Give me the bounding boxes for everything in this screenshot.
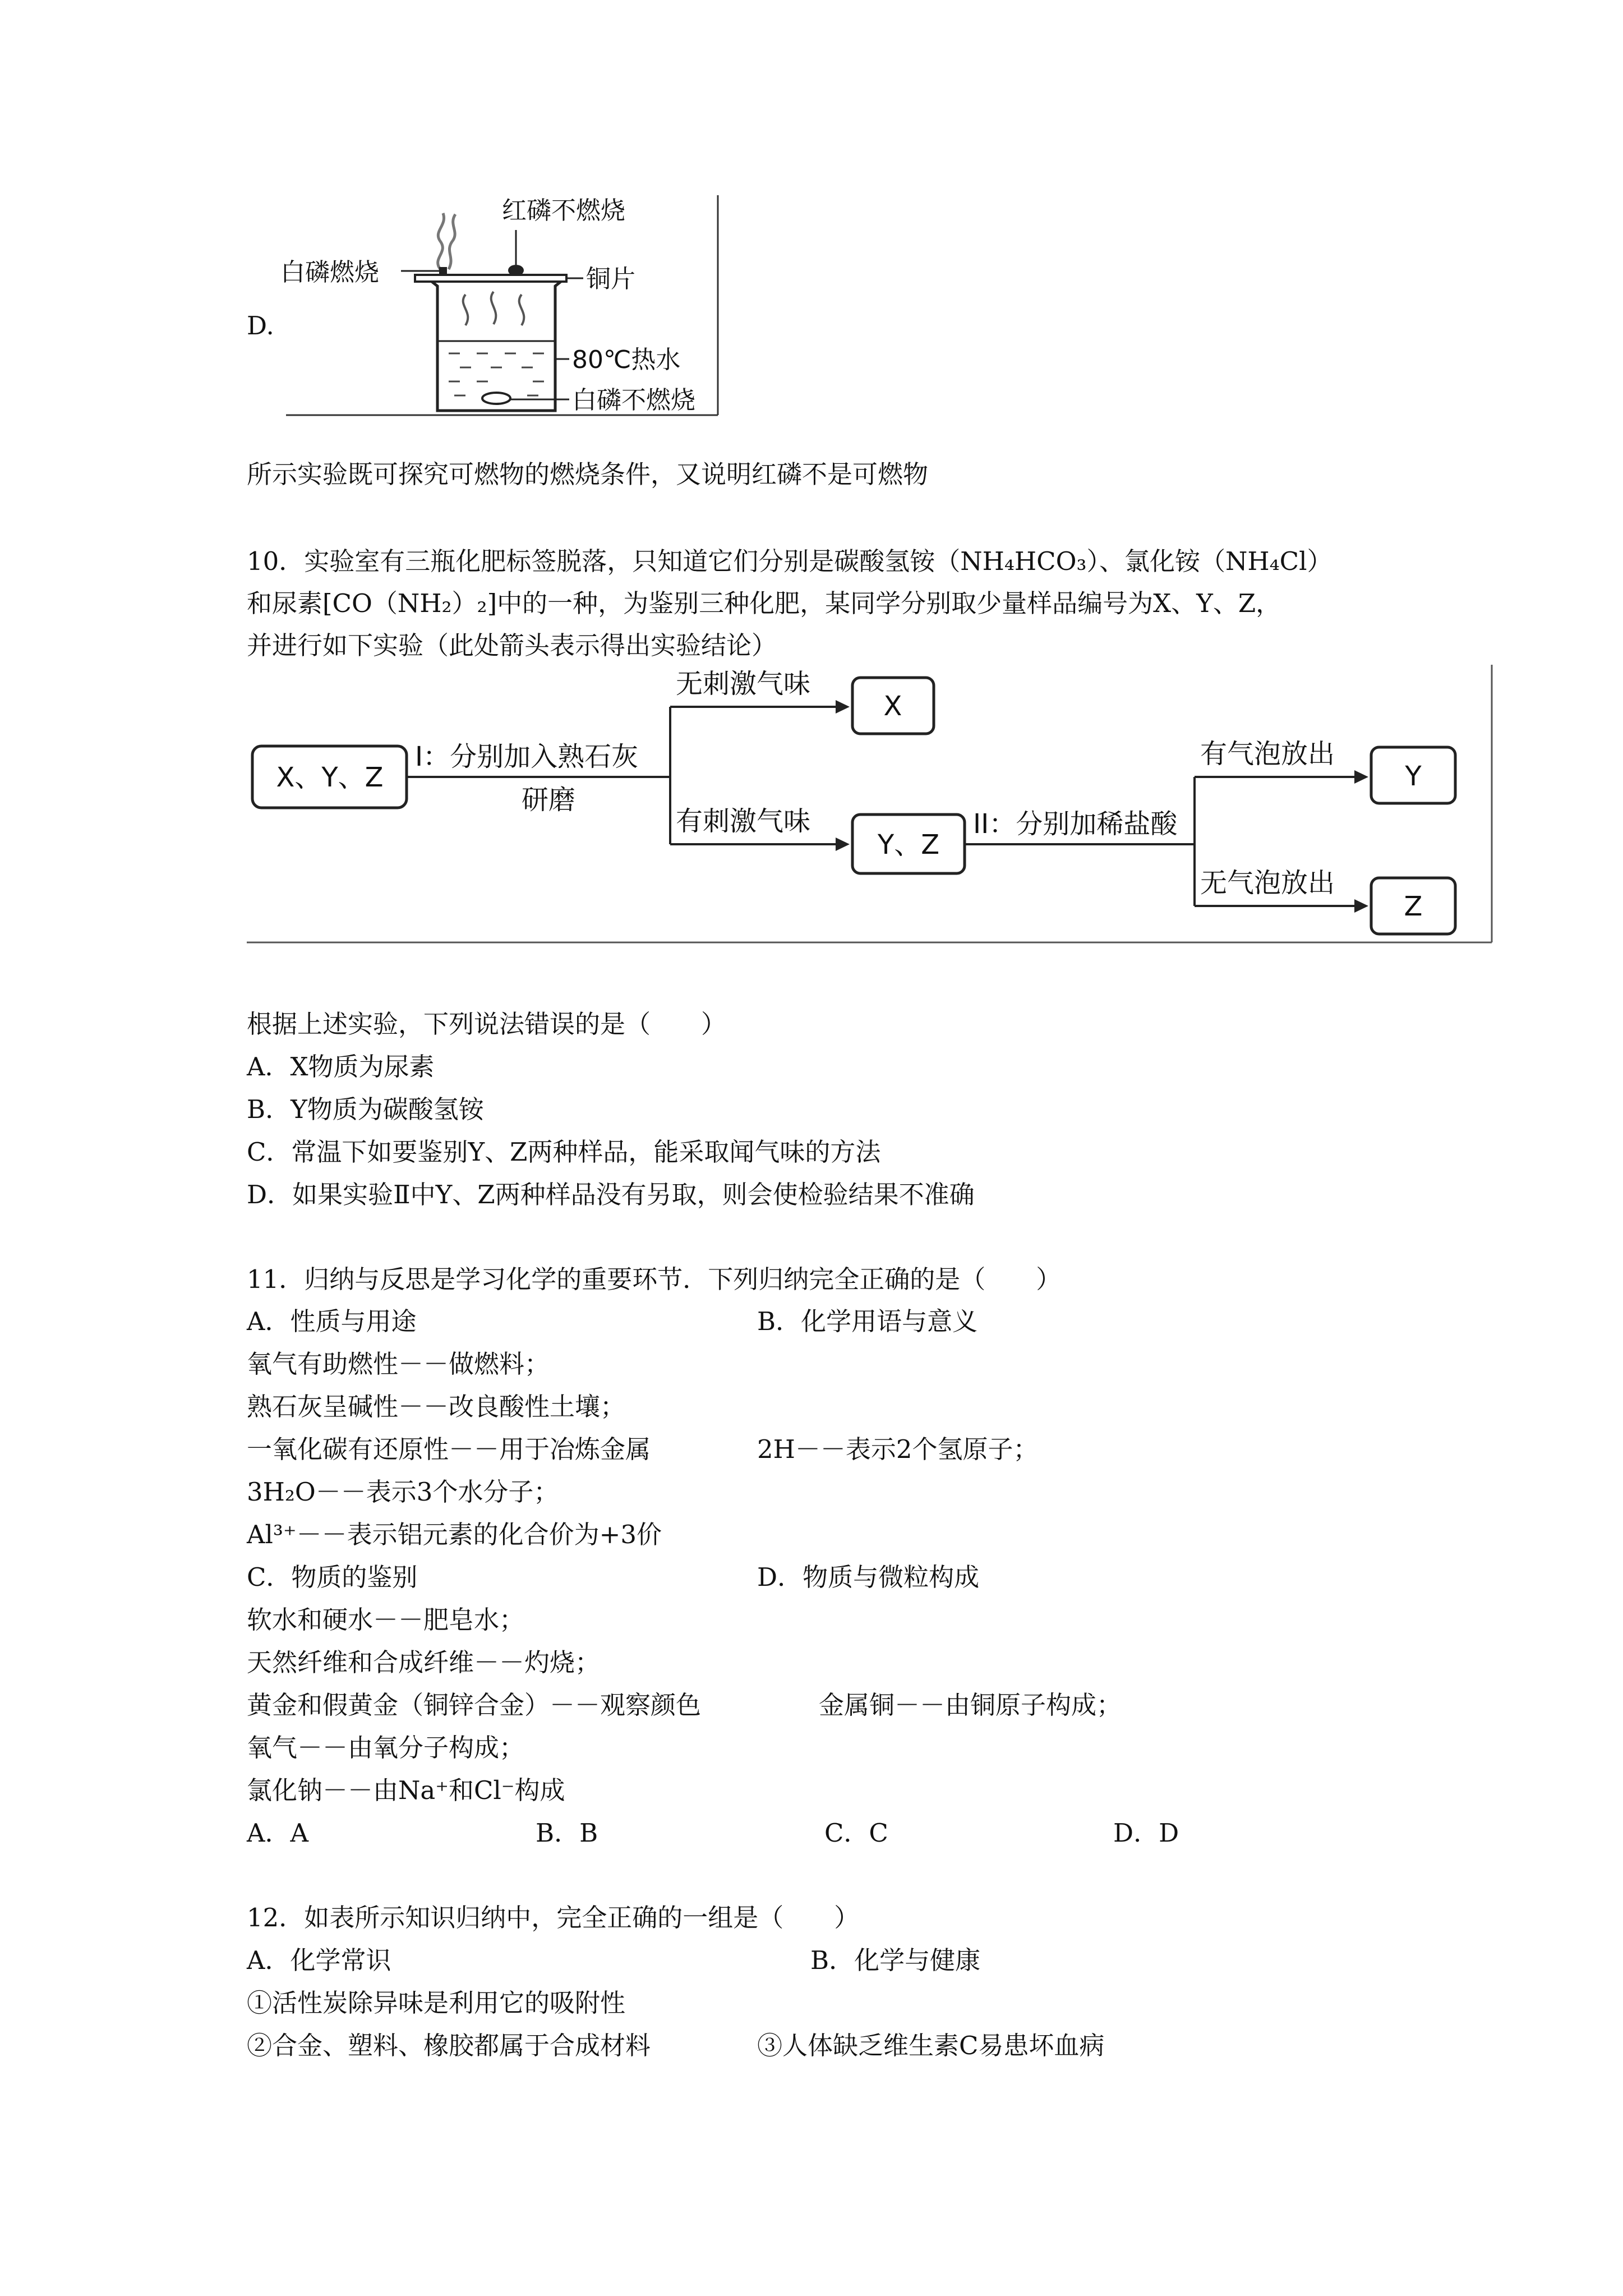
- q11-c2: 天然纤维和合成纤维－－灼烧；: [247, 1648, 601, 1677]
- q11-d1: 金属铜－－由铜原子构成；: [819, 1690, 1122, 1720]
- flow-step1-label1: I：分别加入熟石灰: [415, 741, 639, 772]
- q11-a1: 氧气有助燃性－－做燃料；: [247, 1349, 550, 1379]
- q11-b1: 2H－－表示2个氢原子；: [757, 1434, 1039, 1464]
- flow-has-smell-label: 有刺激气味: [676, 806, 811, 837]
- white-phosphorus-on-sheet: [439, 267, 447, 275]
- arrowhead-icon: [836, 838, 850, 851]
- q10-stem-line3: 并进行如下实验（此处箭头表示得出实验结论）: [247, 631, 777, 660]
- flow-step2-label: II：分别加稀盐酸: [973, 808, 1178, 840]
- vapor-icon: [463, 292, 524, 325]
- q11-choice-c: C．C: [824, 1818, 888, 1848]
- q11-c-title: C．物质的鉴别: [247, 1562, 418, 1592]
- q12-stem: 12．如表所示知识归纳中，完全正确的一组是（ ）: [247, 1903, 860, 1932]
- q12-a-title: A．化学常识: [247, 1945, 391, 1975]
- q10-flowchart: [247, 662, 1509, 954]
- q11-c1: 软水和硬水－－肥皂水；: [247, 1605, 525, 1635]
- arrowhead-icon: [1354, 899, 1368, 913]
- q11-b-title: B．化学用语与意义: [757, 1306, 978, 1336]
- copper-sheet: [415, 275, 566, 282]
- label-hot-water: 80℃热水: [572, 346, 681, 374]
- red-phosphorus: [508, 265, 524, 276]
- combustion-apparatus-figure: [280, 191, 729, 421]
- q10-option-a: A．X物质为尿素: [247, 1052, 435, 1082]
- flow-bubbles-label: 有气泡放出: [1200, 738, 1335, 770]
- beaker: [432, 282, 561, 411]
- flow-no-smell-label: 无刺激气味: [676, 668, 811, 700]
- label-white-p-burn: 白磷燃烧: [280, 258, 379, 287]
- q9-option-letter: D.: [247, 311, 274, 341]
- q12-b-title: B．化学与健康: [810, 1945, 981, 1975]
- q12-a1: ①活性炭除异味是利用它的吸附性: [247, 1988, 626, 2018]
- flow-box-z-label: Z: [1404, 891, 1423, 922]
- q11-choice-d: D．D: [1113, 1818, 1179, 1848]
- q11-stem: 11．归纳与反思是学习化学的重要环节．下列归纳完全正确的是（ ）: [247, 1264, 1062, 1294]
- q11-choice-b: B．B: [536, 1818, 598, 1848]
- label-white-p-not-burn: 白磷不燃烧: [572, 386, 695, 415]
- q11-c3: 黄金和假黄金（铜锌合金）－－观察颜色: [247, 1690, 702, 1720]
- flow-no-bubbles-label: 无气泡放出: [1200, 867, 1335, 899]
- white-phosphorus-in-water: [482, 393, 510, 404]
- q11-a2: 熟石灰呈碱性－－改良酸性土壤；: [247, 1392, 626, 1421]
- flow-step1-label2: 研磨: [522, 784, 576, 816]
- q10-stem-line2: 和尿素[CO（NH₂）₂]中的一种，为鉴别三种化肥，某同学分别取少量样品编号为X、Y、Z，: [247, 588, 1281, 618]
- q10-option-b: B．Y物质为碳酸氢铵: [247, 1094, 484, 1124]
- label-copper-sheet: 铜片: [586, 265, 635, 293]
- q11-a3: 一氧化碳有还原性－－用于冶炼金属: [247, 1434, 651, 1464]
- arrowhead-icon: [1354, 770, 1368, 784]
- q11-b2: 3H₂O－－表示3个水分子；: [247, 1477, 559, 1507]
- q10-option-d: D．如果实验Ⅱ中Y、Z两种样品没有另取，则会使检验结果不准确: [247, 1180, 975, 1209]
- q11-d2: 氧气－－由氧分子构成；: [247, 1733, 525, 1763]
- flow-box-x-label: X: [883, 691, 902, 722]
- q9-option-text: 所示实验既可探究可燃物的燃烧条件，又说明红磷不是可燃物: [247, 459, 929, 489]
- hot-water: [449, 353, 544, 395]
- q11-b3: Al³⁺－－表示铝元素的化合价为+3价: [247, 1520, 662, 1549]
- flow-box-yz-label: Y、Z: [877, 829, 940, 861]
- q11-a-title: A．性质与用途: [247, 1306, 417, 1336]
- q10-option-c: C．常温下如要鉴别Y、Z两种样品，能采取闻气味的方法: [247, 1137, 881, 1167]
- smoke-icon: [438, 213, 455, 269]
- q11-d3: 氯化钠－－由Na⁺和Cl⁻构成: [247, 1775, 565, 1805]
- arrowhead-icon: [836, 700, 850, 714]
- flow-box-y-label: Y: [1405, 761, 1422, 792]
- label-red-p-not-burn: 红磷不燃烧: [502, 196, 625, 225]
- q11-d-title: D．物质与微粒构成: [757, 1562, 980, 1592]
- q10-stem-line1: 10．实验室有三瓶化肥标签脱落，只知道它们分别是碳酸氢铵（NH₄HCO₃）、氯化铵（NH₄Cl）: [247, 546, 1332, 576]
- q11-choice-a: A．A: [247, 1818, 308, 1848]
- q10-question: 根据上述实验，下列说法错误的是（ ）: [247, 1009, 727, 1039]
- q12-b1: ③人体缺乏维生素C易患坏血病: [757, 2031, 1105, 2060]
- q12-a2: ②合金、塑料、橡胶都属于合成材料: [247, 2031, 651, 2060]
- flow-box-start-label: X、Y、Z: [276, 762, 384, 793]
